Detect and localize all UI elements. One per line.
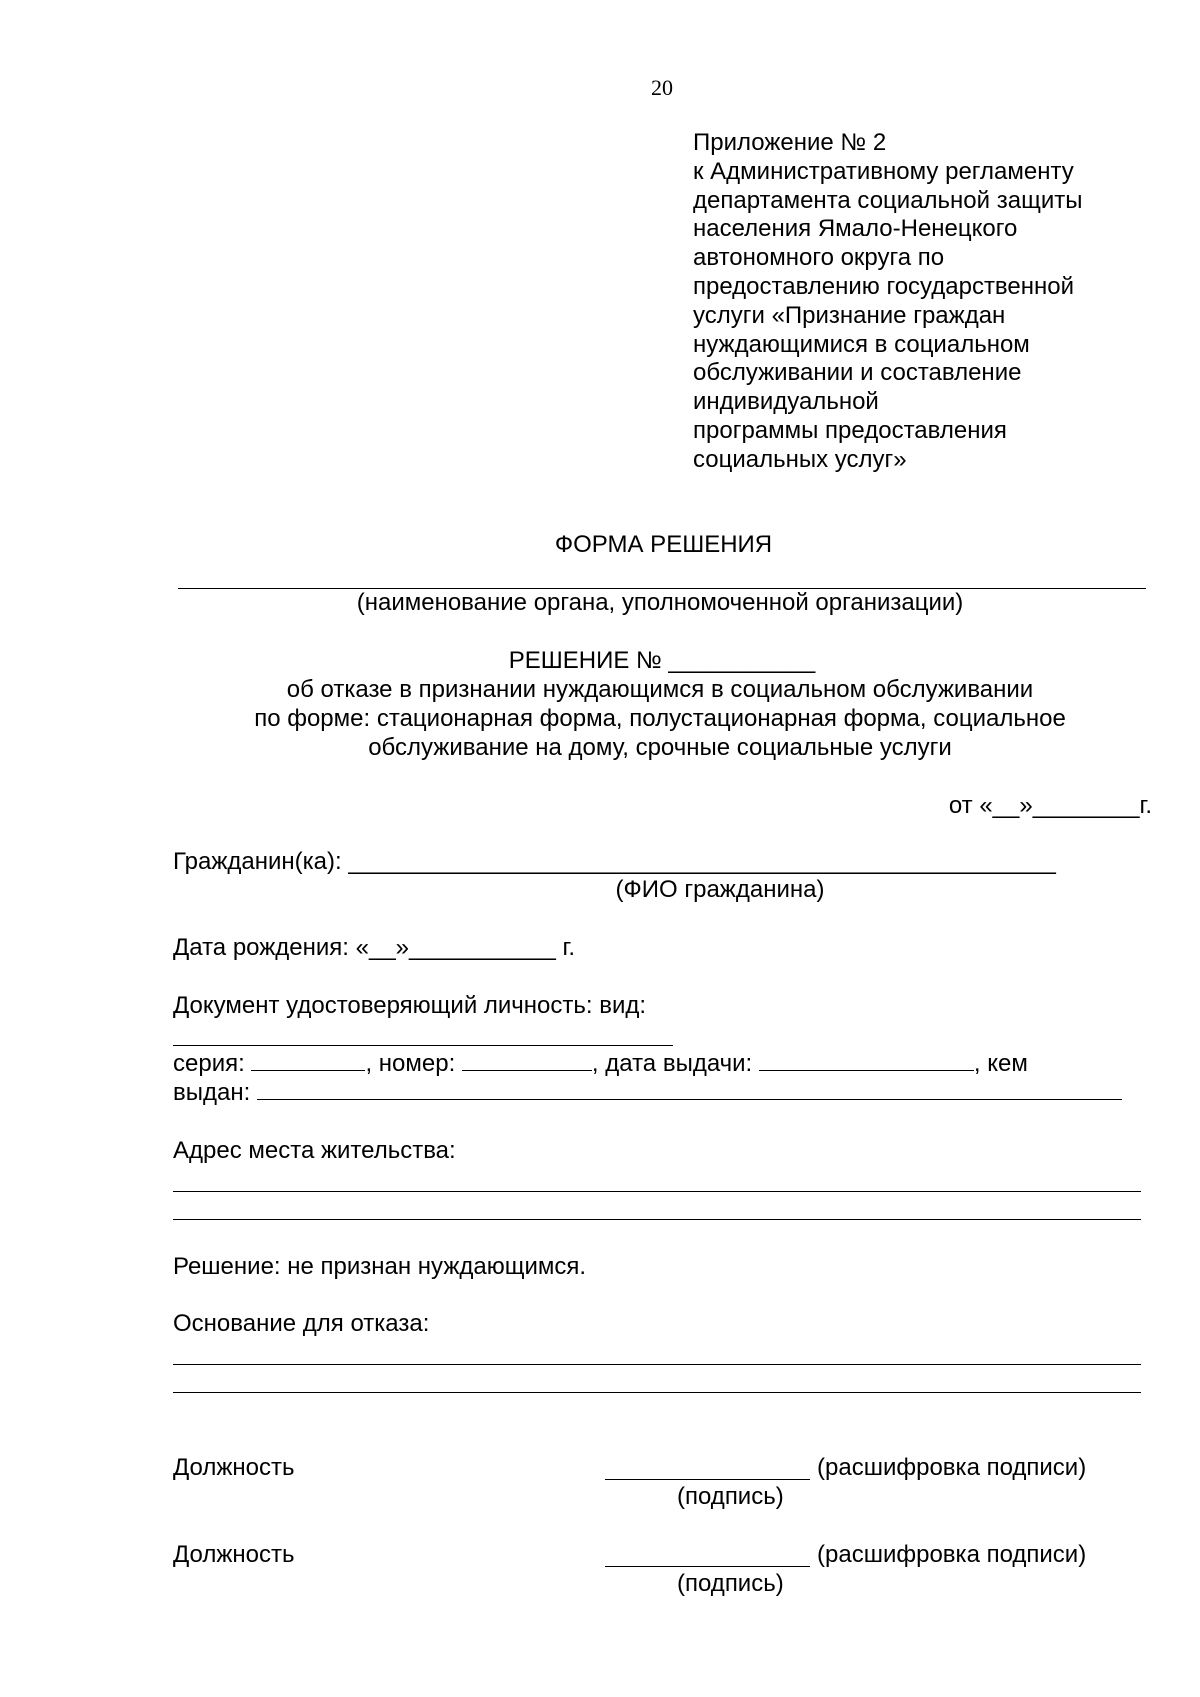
appendix-line: социальных услуг» [693, 445, 907, 473]
issued-by-line [173, 1079, 1122, 1107]
address-line [173, 1219, 1141, 1220]
issue-date-label: , дата выдачи: [591, 1050, 753, 1077]
signature-caption: (подпись) [677, 1483, 784, 1510]
signature-decode: (расшифровка подписи) [817, 1541, 1087, 1568]
number-label: , номер: [365, 1050, 456, 1077]
address-line [173, 1191, 1141, 1192]
appendix-line: к Административному регламенту [693, 157, 1074, 185]
appendix-line: программы предоставления [693, 416, 1007, 444]
decision-subtitle: обслуживание на дому, срочные социальные услуги [368, 734, 952, 761]
signature-position: Должность [173, 1454, 295, 1481]
appendix-line: Приложение № 2 [693, 129, 887, 156]
issued-by-label: выдан: [173, 1079, 251, 1106]
decision-title: РЕШЕНИЕ № ___________ [508, 647, 816, 674]
signature-line [605, 1479, 810, 1480]
document-label: Документ удостоверяющий личность: вид: [173, 992, 647, 1019]
signature-decode: (расшифровка подписи) [817, 1454, 1087, 1481]
signature-line [605, 1566, 810, 1567]
appendix-line: индивидуальной [693, 388, 879, 416]
page-number: 20 [651, 75, 673, 100]
appendix-line: департамента социальной защиты [693, 186, 1083, 214]
refusal-reason-line [173, 1392, 1141, 1393]
issued-by-tail: , кем [973, 1050, 1028, 1077]
issued-by-blank [257, 1079, 1122, 1100]
appendix-line: населения Ямало-Ненецкого [693, 215, 1018, 243]
birth-date-field: Дата рождения: «__»___________ г. [173, 934, 576, 961]
appendix-line: нуждающимися в социальном [693, 330, 1030, 358]
series-blank [251, 1050, 365, 1071]
series-label: серия: [173, 1050, 245, 1077]
decision-subtitle: об отказе в признании нуждающимся в социальном обслуживании [286, 676, 1034, 703]
number-blank [462, 1050, 592, 1071]
appendix-line: обслуживании и составление [693, 359, 1022, 387]
document-details-line [173, 1050, 1028, 1078]
refusal-reason-label: Основание для отказа: [173, 1310, 430, 1337]
signature-caption: (подпись) [677, 1570, 784, 1597]
appendix-line: услуги «Признание граждан [693, 301, 1006, 329]
citizen-caption: (ФИО гражданина) [615, 876, 825, 903]
issue-date-blank [759, 1050, 974, 1071]
address-label: Адрес места жительства: [173, 1137, 456, 1164]
citizen-field: Гражданин(ка): _____________________________________________________ [173, 848, 1056, 875]
form-title: ФОРМА РЕШЕНИЯ [554, 531, 773, 558]
document-type-line [173, 1045, 673, 1046]
decision-subtitle: по форме: стационарная форма, полустационарная форма, социальное [254, 705, 1066, 732]
refusal-reason-line [173, 1364, 1141, 1365]
org-caption: (наименование органа, уполномоченной организации) [356, 589, 964, 616]
appendix-header [693, 129, 1082, 475]
signature-position: Должность [173, 1541, 295, 1568]
appendix-line: автономного округа по [693, 244, 945, 272]
appendix-line: предоставлению государственной [693, 272, 1075, 300]
decision-date: от «__»________г. [948, 792, 1152, 819]
decision-text: Решение: не признан нуждающимся. [173, 1253, 587, 1280]
